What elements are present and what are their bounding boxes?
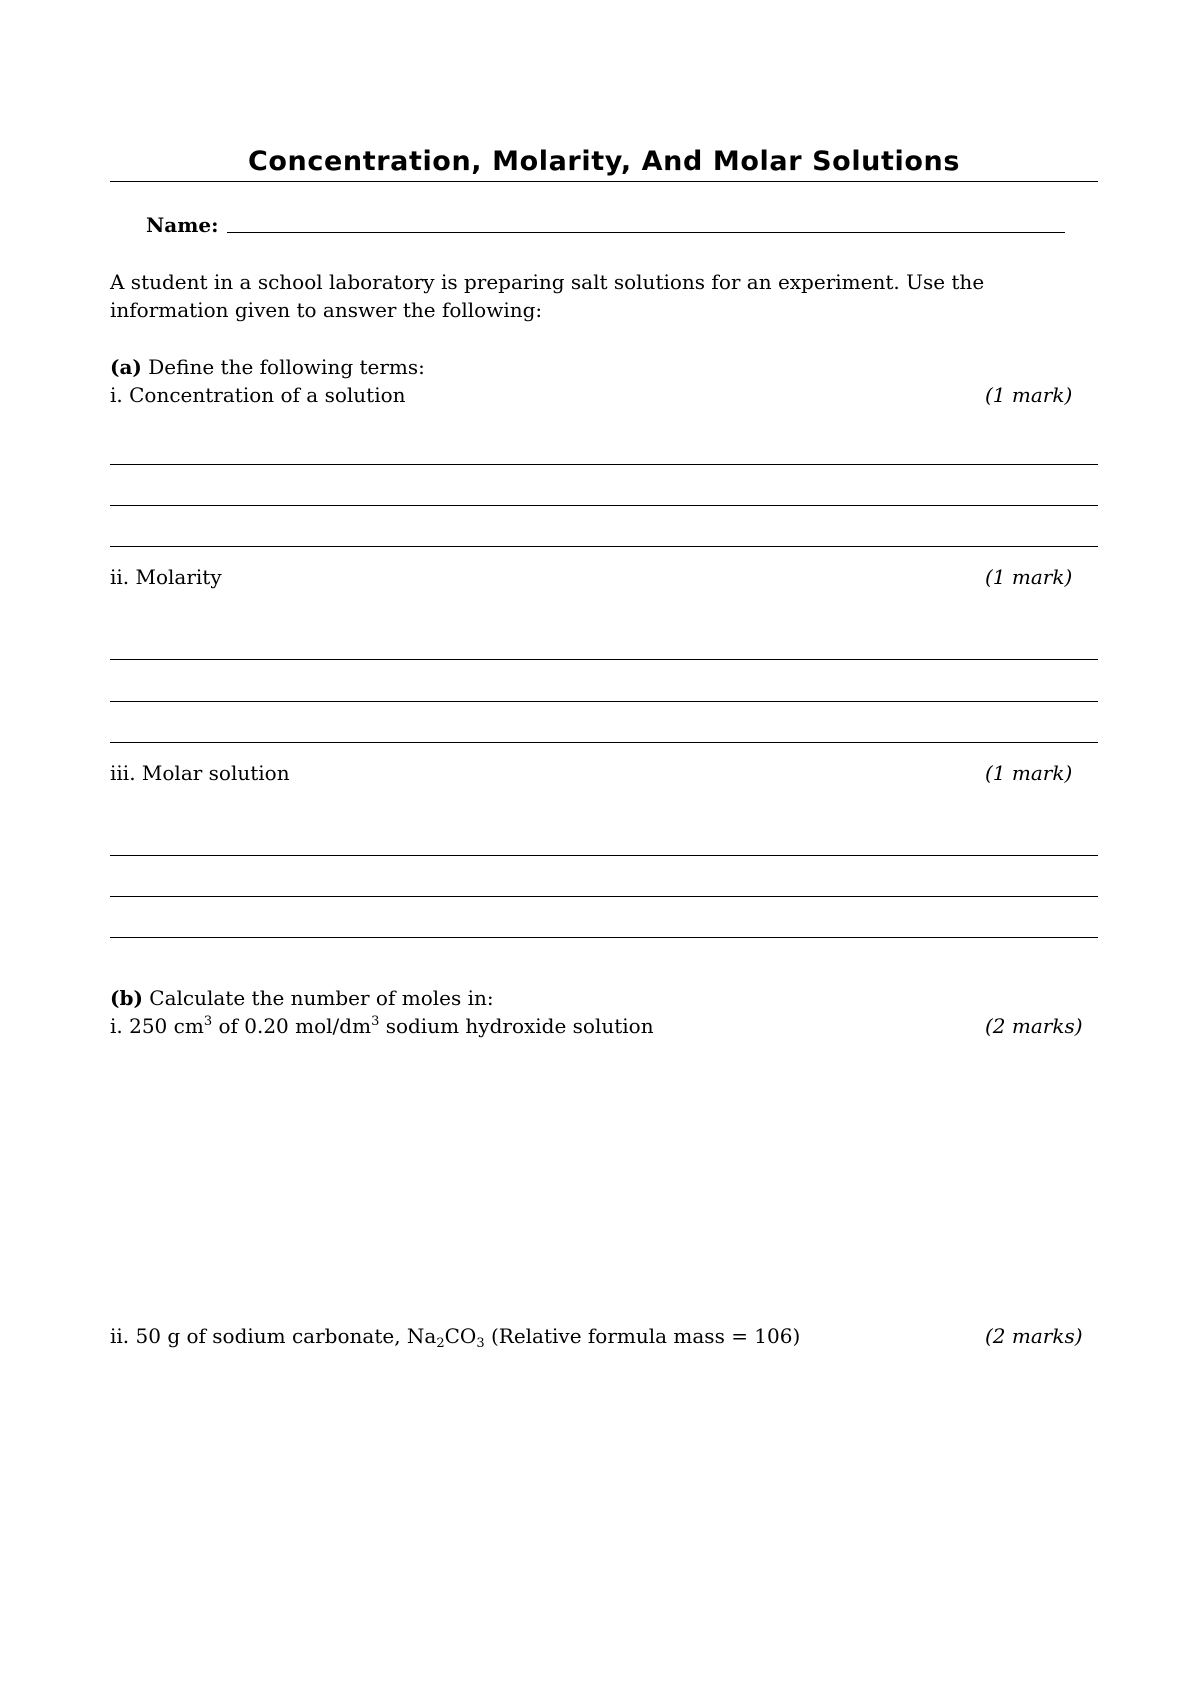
subscript-3: 3 bbox=[476, 1336, 485, 1351]
question-b-ii-marks: (2 marks) bbox=[985, 1324, 1083, 1348]
part-a-label: (a) bbox=[110, 355, 142, 379]
subscript-2: 2 bbox=[436, 1336, 445, 1351]
superscript-3: 3 bbox=[371, 1014, 380, 1029]
part-b-heading bbox=[110, 984, 494, 1012]
answer-line[interactable] bbox=[110, 896, 1098, 897]
question-a-iii-marks: (1 mark) bbox=[985, 761, 1073, 785]
question-b-i-text-3: sodium hydroxide solution bbox=[379, 1014, 654, 1038]
page-title: Concentration, Molarity, And Molar Solutions bbox=[247, 146, 960, 177]
intro-paragraph: A student in a school laboratory is preparing salt solutions for an experiment. Use the information given to answer the following: bbox=[110, 270, 985, 322]
answer-line[interactable] bbox=[110, 464, 1098, 465]
answer-line[interactable] bbox=[110, 855, 1098, 856]
question-a-iii: iii. Molar solution bbox=[110, 761, 290, 785]
question-b-ii-text-3: (Relative formula mass = 106) bbox=[484, 1324, 801, 1348]
answer-line[interactable] bbox=[110, 937, 1098, 938]
answer-line[interactable] bbox=[110, 701, 1098, 702]
part-b-prompt: Calculate the number of moles in: bbox=[149, 986, 494, 1010]
question-a-i: i. Concentration of a solution bbox=[110, 383, 406, 407]
name-field-line[interactable] bbox=[227, 232, 1065, 233]
question-a-i-marks: (1 mark) bbox=[985, 383, 1073, 407]
question-a-ii: ii. Molarity bbox=[110, 565, 222, 589]
question-b-ii-text-1: ii. 50 g of sodium carbonate, Na bbox=[110, 1324, 437, 1348]
question-b-ii bbox=[110, 1322, 800, 1350]
name-row bbox=[146, 211, 1065, 239]
question-b-i-text-2: of 0.20 mol/dm bbox=[212, 1014, 372, 1038]
part-a-heading bbox=[110, 353, 425, 381]
question-b-i-text-1: i. 250 cm bbox=[110, 1014, 204, 1038]
answer-line[interactable] bbox=[110, 659, 1098, 660]
title-underline bbox=[110, 181, 1098, 182]
part-b-label: (b) bbox=[110, 986, 143, 1010]
question-b-i-marks: (2 marks) bbox=[985, 1014, 1083, 1038]
question-a-ii-marks: (1 mark) bbox=[985, 565, 1073, 589]
answer-line[interactable] bbox=[110, 546, 1098, 547]
superscript-3: 3 bbox=[203, 1014, 213, 1029]
answer-line[interactable] bbox=[110, 742, 1098, 743]
answer-line[interactable] bbox=[110, 505, 1098, 506]
name-label: Name: bbox=[146, 213, 219, 237]
part-a-prompt: Define the following terms: bbox=[148, 355, 425, 379]
question-b-ii-text-2: CO bbox=[444, 1324, 477, 1348]
question-b-i bbox=[110, 1012, 654, 1040]
